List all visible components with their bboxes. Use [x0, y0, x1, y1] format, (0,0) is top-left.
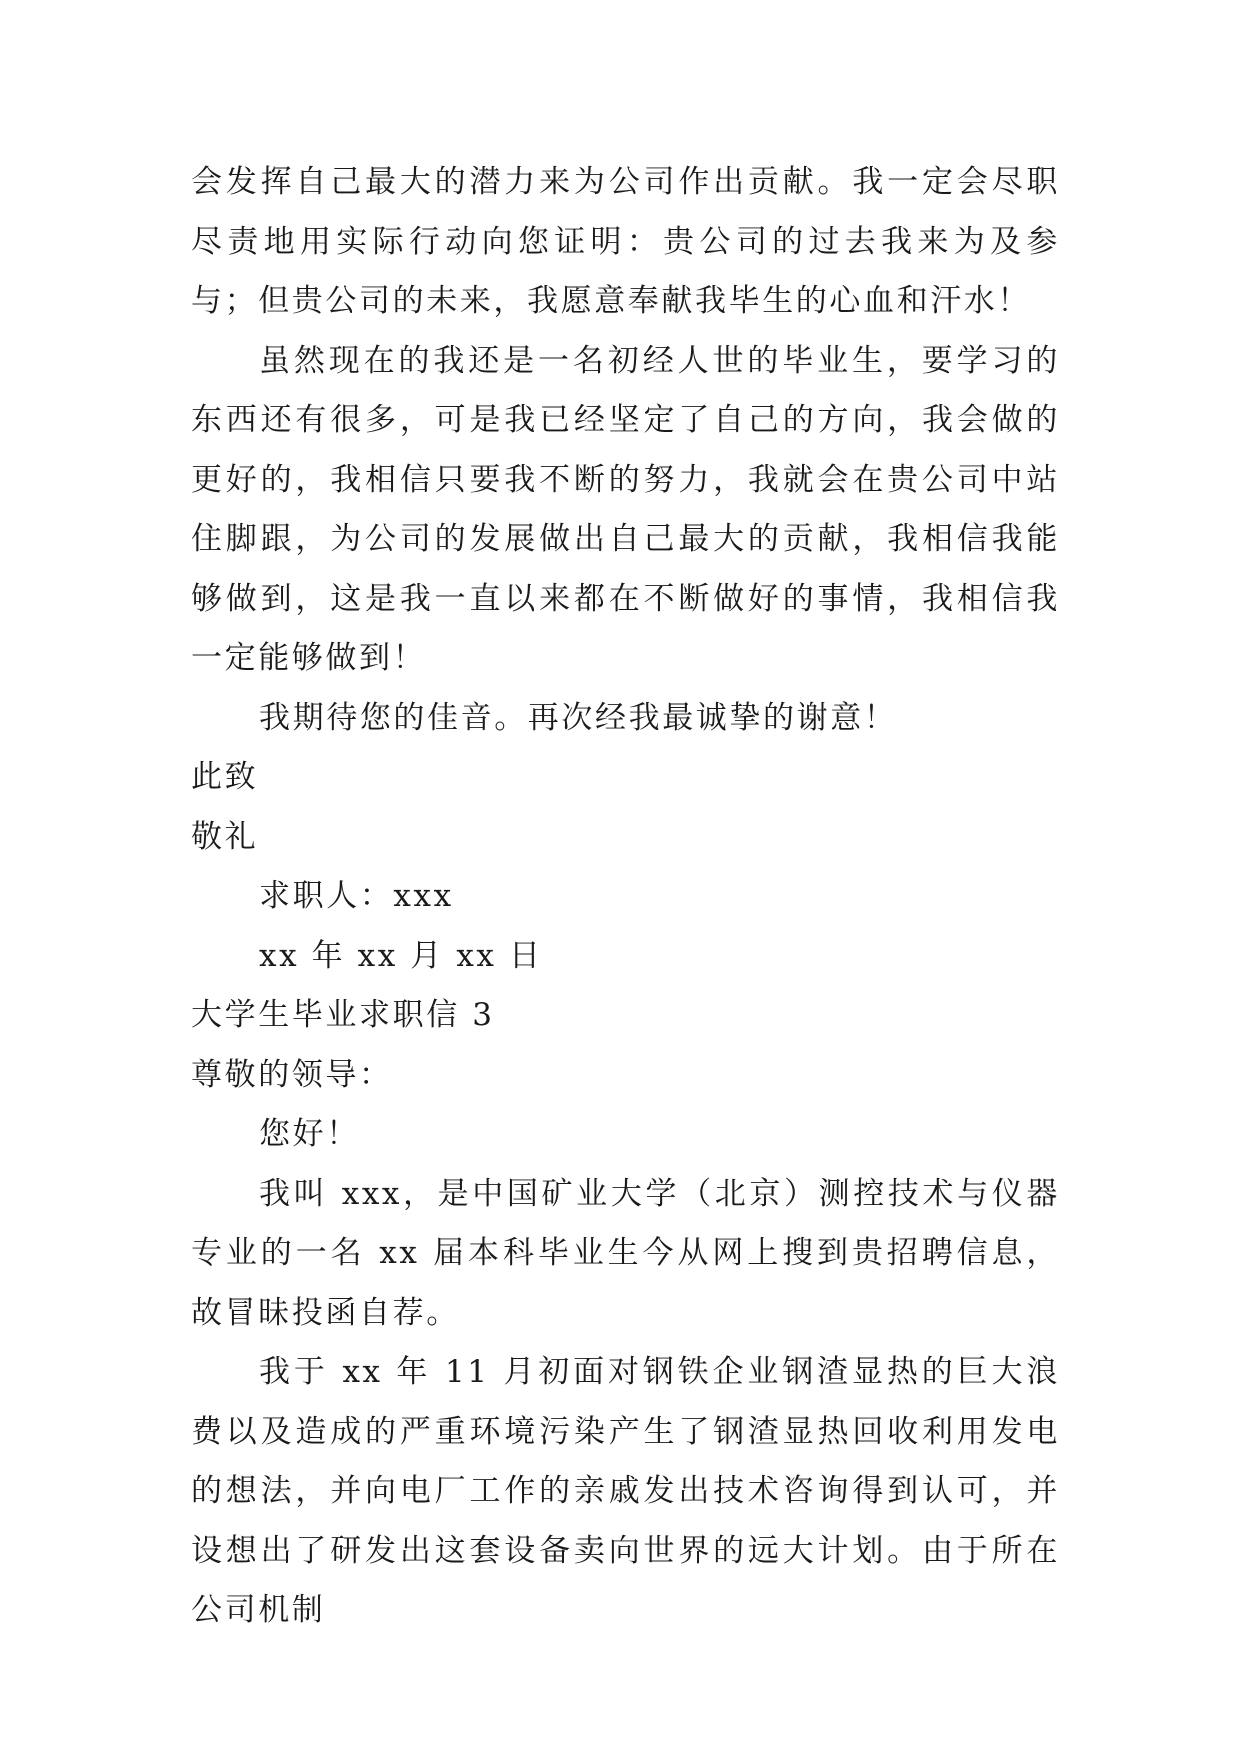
section-heading: 大学生毕业求职信 3	[191, 997, 495, 1033]
letter-body	[191, 153, 1060, 1641]
paragraph-self-introduction: 我叫 xxx，是中国矿业大学（北京）测控技术与仪器专业的一名 xx 届本科毕业生今从网上搜到贵招聘信息，故冒昧投函自荐。	[191, 1175, 1060, 1331]
salutation-jingli: 敬礼	[191, 818, 259, 855]
letter-greeting: 尊敬的领导：	[191, 1056, 393, 1093]
paragraph-graduate-determination: 虽然现在的我还是一名初经人世的毕业生，要学习的东西还有很多，可是我已经坚定了自己的方向，我会做的更好的，我相信只要我不断的努力，我就会在贵公司中站住脚跟，为公司的发展做出自己最大的贡献，我相信我能够做到，这是我一直以来都在不断做好的事情，我相信我一定能够做到！	[191, 342, 1060, 676]
salutation-cizhi: 此致	[191, 759, 259, 795]
signature-applicant: 求职人：xxx	[259, 878, 454, 914]
paragraph-closing-thanks: 我期待您的佳音。再次经我最诚挚的谢意！	[259, 699, 898, 736]
paragraph-contribution-pledge: 会发挥自己最大的潜力来为公司作出贡献。我一定会尽职尽责地用实际行动向您证明：贵公司的过去我来为及参与；但贵公司的未来，我愿意奉献我毕生的心血和汗水！	[191, 164, 1060, 319]
paragraph-project-idea: 我于 xx 年 11 月初面对钢铁企业钢渣显热的巨大浪费以及造成的严重环境污染产生了钢渣显热回收利用发电的想法，并向电厂工作的亲戚发出技术咨询得到认可，并设想出了研发出这套设备卖向世界的远大计划。由于所在公司机制	[191, 1354, 1060, 1628]
letter-hello: 您好！	[259, 1116, 360, 1152]
signature-date: xx 年 xx 月 xx 日	[259, 937, 543, 974]
